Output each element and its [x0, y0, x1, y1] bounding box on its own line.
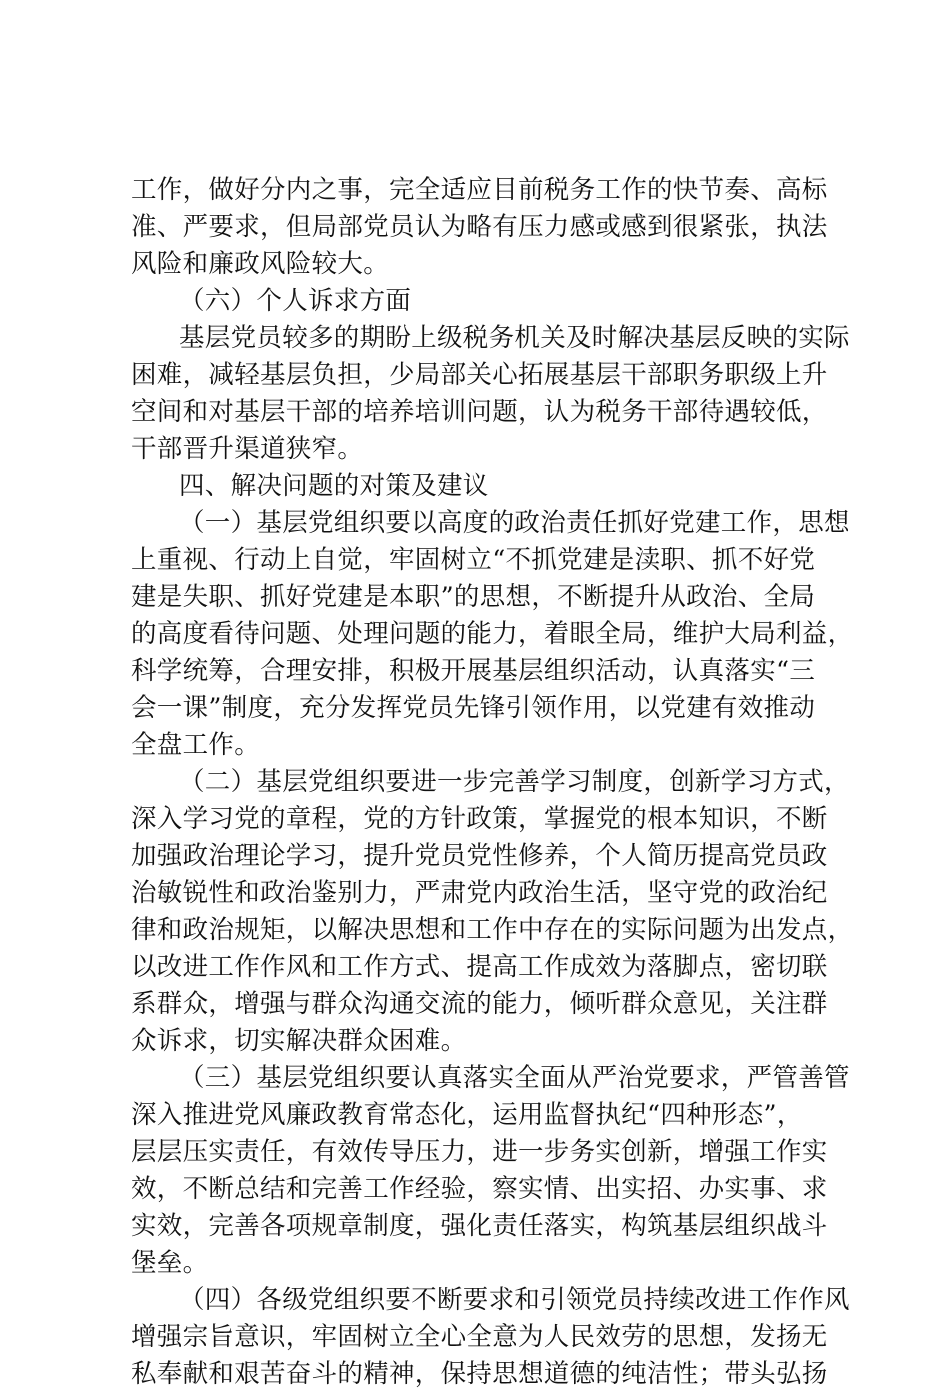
text-line: 加强政治理论学习，提升党员党性修养，个人简历提高党员政 [131, 841, 828, 871]
paragraph-first-line: 四、解决问题的对策及建议 [179, 471, 489, 501]
text-line: 以改进工作作风和工作方式、提高工作成效为落脚点，密切联 [131, 952, 828, 982]
paragraph-first-line: 基层党员较多的期盼上级税务机关及时解决基层反映的实际 [179, 323, 850, 353]
text-line: 堡垒。 [131, 1248, 209, 1278]
text-line: 建是失职、抓好党建是本职”的思想，不断提升从政治、全局 [131, 582, 816, 612]
text-line: 的高度看待问题、处理问题的能力，着眼全局，维护大局利益， [131, 619, 854, 649]
paragraph-first-line: （六）个人诉求方面 [179, 286, 412, 316]
paragraph-first-line: （四）各级党组织要不断要求和引领党员持续改进工作作风 [179, 1285, 850, 1315]
text-line: 系群众，增强与群众沟通交流的能力，倾听群众意见，关注群 [131, 989, 828, 1019]
text-line: 深入学习党的章程，党的方针政策，掌握党的根本知识，不断 [131, 804, 828, 834]
text-line: 深入推进党风廉政教育常态化，运用监督执纪“四种形态”， [131, 1100, 803, 1130]
text-line: 增强宗旨意识，牢固树立全心全意为人民效劳的思想，发扬无 [131, 1322, 828, 1352]
text-line: 准、严要求，但局部党员认为略有压力感或感到很紧张，执法 [131, 212, 828, 242]
text-line: 私奉献和艰苦奋斗的精神，保持思想道德的纯洁性；带头弘扬 [131, 1359, 828, 1389]
text-line: 困难，减轻基层负担，少局部关心拓展基层干部职务职级上升 [131, 360, 828, 390]
text-line: 会一课”制度，充分发挥党员先锋引领作用，以党建有效推动 [131, 693, 816, 723]
text-line: 科学统筹，合理安排，积极开展基层组织活动，认真落实“三 [131, 656, 816, 686]
paragraph-first-line: （一）基层党组织要以高度的政治责任抓好党建工作，思想 [179, 508, 850, 538]
text-line: 层层压实责任，有效传导压力，进一步务实创新，增强工作实 [131, 1137, 828, 1167]
text-line: 空间和对基层干部的培养培训问题，认为税务干部待遇较低， [131, 397, 828, 427]
text-line: 治敏锐性和政治鉴别力，严肃党内政治生活，坚守党的政治纪 [131, 878, 828, 908]
text-line: 众诉求，切实解决群众困难。 [131, 1026, 467, 1056]
text-line: 律和政治规矩，以解决思想和工作中存在的实际问题为出发点， [131, 915, 854, 945]
paragraph-first-line: （二）基层党组织要进一步完善学习制度，创新学习方式， [179, 767, 850, 797]
text-line: 全盘工作。 [131, 730, 261, 760]
text-line: 效，不断总结和完善工作经验，察实情、出实招、办实事、求 [131, 1174, 828, 1204]
text-line: 风险和廉政风险较大。 [131, 249, 390, 279]
paragraph-first-line: （三）基层党组织要认真落实全面从严治党要求，严管善管 [179, 1063, 850, 1093]
text-line: 工作，做好分内之事，完全适应目前税务工作的快节奏、高标 [131, 175, 828, 205]
text-line: 上重视、行动上自觉，牢固树立“不抓党建是渎职、抓不好党 [131, 545, 816, 575]
text-line: 实效，完善各项规章制度，强化责任落实，构筑基层组织战斗 [131, 1211, 828, 1241]
document-body [131, 172, 854, 1393]
text-line: 干部晋升渠道狭窄。 [131, 434, 364, 464]
